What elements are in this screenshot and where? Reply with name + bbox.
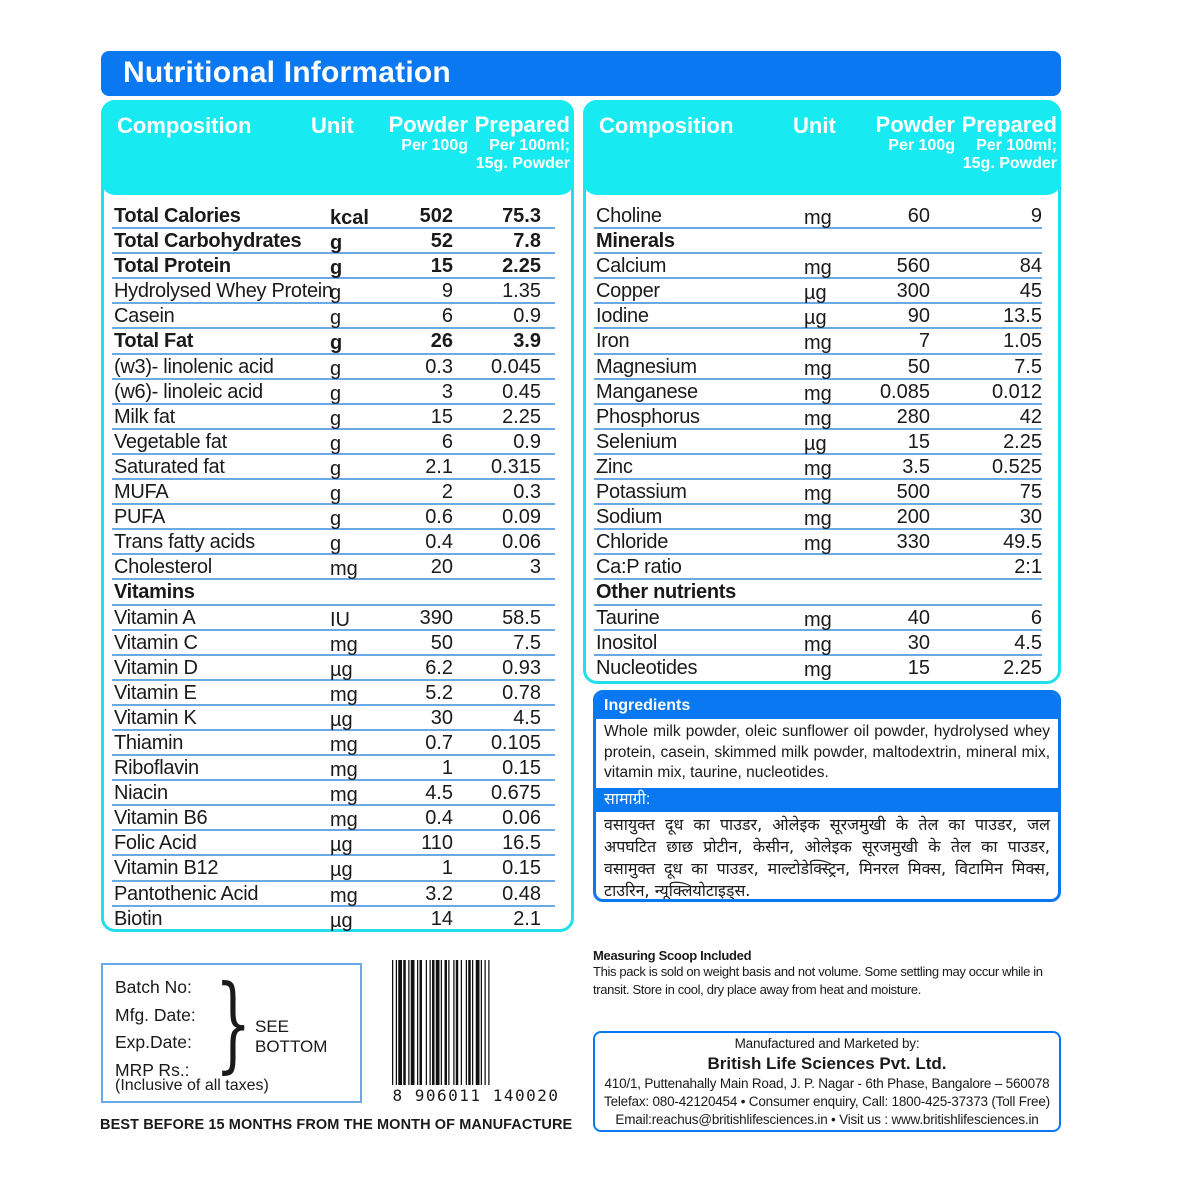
nutrient-name: Chloride — [596, 531, 669, 554]
prepared-value: 4.5 — [1014, 631, 1042, 654]
powder-value: 3.5 — [902, 455, 930, 478]
ingredients-heading: Ingredients — [596, 693, 1058, 719]
barcode — [390, 960, 560, 1105]
table-row — [112, 656, 555, 681]
prepared-value: 0.3 — [513, 481, 541, 504]
header-prepared: Prepared Per 100ml; 15g. Powder — [474, 112, 570, 172]
prepared-value: 30 — [1019, 506, 1042, 529]
mfg-date-label: Mfg. Date: — [115, 1004, 196, 1025]
tax-note: (Inclusive of all taxes) — [115, 1077, 269, 1094]
nutrient-name: Minerals — [596, 230, 675, 253]
nutrient-name: Total Carbohydrates — [114, 230, 302, 253]
nutrient-name: PUFA — [114, 506, 166, 529]
prepared-value: 2.25 — [1003, 656, 1042, 679]
prepared-value: 45 — [1019, 280, 1042, 303]
nutrient-unit: µg — [804, 282, 827, 305]
prepared-value: 0.9 — [513, 305, 541, 328]
ingredients-box — [593, 690, 1061, 902]
powder-value: 15 — [430, 405, 453, 428]
table-row — [112, 355, 555, 380]
table-row — [112, 731, 555, 756]
table-header — [583, 100, 1061, 195]
nutrient-name: Taurine — [596, 606, 660, 629]
nutrient-name: Pantothenic Acid — [114, 882, 259, 905]
nutrient-name: Selenium — [596, 430, 677, 453]
prepared-value: 49.5 — [1003, 531, 1042, 554]
nutrient-unit: mg — [804, 257, 832, 280]
nutrient-name: Phosphorus — [596, 405, 700, 428]
nutrient-name: Iodine — [596, 305, 649, 328]
powder-value: 26 — [430, 330, 453, 353]
mrp-label: MRP Rs.: — [115, 1059, 190, 1080]
nutrient-unit: mg — [330, 759, 358, 782]
manufacturer-contact: Telefax: 080-42120454 • Consumer enquiry, Call: 1800-425-37373 (Toll Free) — [604, 1094, 1050, 1109]
nutrient-unit: µg — [804, 307, 827, 330]
nutrient-unit: mg — [804, 633, 832, 656]
batch-info-box — [101, 963, 362, 1103]
nutrient-unit: g — [330, 533, 342, 556]
prepared-value: 2:1 — [1014, 556, 1042, 579]
table-row — [112, 455, 555, 480]
table-row — [594, 455, 1042, 480]
header-composition: Composition — [117, 113, 252, 138]
powder-value: 3 — [441, 380, 453, 403]
table-row — [594, 380, 1042, 405]
scoop-text: This pack is sold on weight basis and not volume. Some settling may occur while in transit. Store in cool, dry place away from heat and moisture. — [593, 964, 1043, 997]
nutrient-name: Trans fatty acids — [114, 531, 255, 554]
table-row — [112, 204, 555, 229]
barcode-icon — [390, 960, 560, 1085]
powder-value: 1 — [441, 757, 453, 780]
manufacturer-web: Email:reachus@britishlifesciences.in • Visit us : www.britishlifesciences.in — [615, 1112, 1039, 1127]
header-prepared: Prepared Per 100ml; 15g. Powder — [961, 112, 1057, 172]
table-row — [594, 279, 1042, 304]
table-row — [112, 530, 555, 555]
table-row — [112, 304, 555, 329]
nutrient-unit: mg — [804, 533, 832, 556]
prepared-value: 0.675 — [490, 782, 541, 805]
prepared-value: 0.48 — [502, 882, 541, 905]
nutrient-unit: µg — [330, 708, 353, 731]
nutrient-name: Potassium — [596, 481, 687, 504]
nutrient-name: (w6)- linoleic acid — [114, 380, 263, 403]
powder-value: 14 — [430, 907, 453, 930]
nutrient-name: Choline — [596, 205, 662, 227]
title-bar — [101, 51, 1061, 96]
nutrient-name: Vitamin C — [114, 631, 198, 654]
nutrient-name: (w3)- linolenic acid — [114, 355, 274, 378]
nutrition-table-left — [101, 100, 574, 932]
prepared-value: 42 — [1019, 405, 1042, 428]
prepared-value: 4.5 — [513, 706, 541, 729]
prepared-value: 7.8 — [513, 230, 541, 253]
prepared-value: 3.9 — [513, 330, 541, 353]
nutrient-unit: µg — [330, 834, 353, 857]
prepared-value: 2.25 — [502, 255, 541, 278]
prepared-value: 0.93 — [502, 656, 541, 679]
nutrient-unit: mg — [804, 483, 832, 506]
header-composition: Composition — [599, 113, 734, 138]
nutrient-name: Copper — [596, 280, 660, 303]
scoop-note — [593, 948, 1065, 999]
prepared-value: 3 — [529, 556, 541, 579]
prepared-value: 0.45 — [502, 380, 541, 403]
table-row — [112, 606, 555, 631]
table-row — [112, 279, 555, 304]
powder-value: 50 — [907, 355, 930, 378]
manufacturer-box — [593, 1031, 1061, 1132]
nutrient-name: Riboflavin — [114, 757, 199, 780]
powder-value: 500 — [896, 481, 930, 504]
nutrient-unit: mg — [330, 884, 358, 907]
nutrient-unit: g — [330, 232, 343, 255]
manufacturer-label: Manufactured and Marketed by: — [734, 1036, 920, 1051]
prepared-value: 0.06 — [502, 531, 541, 554]
powder-value: 20 — [430, 556, 453, 579]
prepared-value: 1.05 — [1003, 330, 1042, 353]
powder-value: 2.1 — [425, 455, 453, 478]
powder-value: 200 — [896, 506, 930, 529]
powder-value: 7 — [918, 330, 930, 353]
prepared-value: 7.5 — [1014, 355, 1042, 378]
nutrient-name: Other nutrients — [596, 581, 736, 604]
nutrient-name: Cholesterol — [114, 556, 212, 579]
prepared-value: 13.5 — [1003, 305, 1042, 328]
table-row — [112, 706, 555, 731]
nutrient-name: Nucleotides — [596, 656, 698, 679]
powder-value: 300 — [896, 280, 930, 303]
prepared-value: 2.1 — [513, 907, 541, 930]
nutrient-unit: g — [330, 282, 342, 305]
prepared-value: 2.25 — [502, 405, 541, 428]
nutrient-unit: g — [330, 307, 342, 330]
powder-value: 0.4 — [425, 807, 453, 830]
table-row — [594, 254, 1042, 279]
table-row — [112, 430, 555, 455]
powder-value: 50 — [430, 631, 453, 654]
prepared-value: 0.15 — [502, 857, 541, 880]
powder-value: 5.2 — [425, 681, 453, 704]
table-row — [112, 505, 555, 530]
table-row — [594, 656, 1042, 681]
prepared-value: 84 — [1019, 255, 1042, 278]
prepared-value: 0.09 — [502, 506, 541, 529]
table-row — [112, 831, 555, 856]
nutrient-name: Vitamin B12 — [114, 857, 219, 880]
powder-value: 1 — [441, 857, 453, 880]
nutrient-unit: g — [330, 407, 342, 430]
table-row — [594, 631, 1042, 656]
see-bottom-text: SEE BOTTOM — [255, 1017, 328, 1056]
nutrient-name: Casein — [114, 305, 175, 328]
nutrient-unit: g — [330, 483, 342, 506]
prepared-value: 16.5 — [502, 832, 541, 855]
curly-brace-icon: } — [215, 962, 252, 1084]
batch-no-label: Batch No: — [115, 977, 192, 997]
ingredients-hindi-text: वसायुक्त दूध का पाउडर, ओलेइक सूरजमुखी के तेल का पाउडर, जल अपघटित छाछ प्रोटीन, केसीन, ओलेइक सूरजमुखी के तेल का पाउडर, वसामुक्त दूध का पाउडर, माल्टोडेक्स्ट्रिन, मिनरल मिक्स, विटामिन मिक्स, टाउरिन, न्यूक्लियोटाइड्स. — [604, 815, 1050, 900]
nutrient-unit: mg — [330, 683, 358, 706]
nutrient-unit: mg — [804, 457, 832, 480]
nutrient-name: Inositol — [596, 631, 657, 654]
prepared-value: 7.5 — [513, 631, 541, 654]
table-row — [112, 781, 555, 806]
table-row — [112, 480, 555, 505]
nutrient-unit: mg — [804, 332, 832, 355]
powder-value: 110 — [421, 832, 453, 855]
nutrient-name: Vegetable fat — [114, 430, 227, 453]
nutrient-unit: mg — [330, 558, 358, 581]
nutrition-table-right — [583, 100, 1061, 684]
nutrient-unit: mg — [804, 658, 832, 681]
nutrient-name: Iron — [596, 330, 630, 353]
nutrient-unit: mg — [804, 608, 832, 631]
page-title: Nutritional Information — [123, 56, 451, 89]
nutrient-unit: mg — [804, 357, 832, 380]
table-row — [112, 555, 555, 580]
powder-value: 0.3 — [425, 355, 453, 378]
nutrient-unit: mg — [330, 784, 358, 807]
table-row — [594, 555, 1042, 580]
powder-value: 6 — [441, 305, 453, 328]
nutrient-unit: mg — [330, 633, 358, 656]
ingredients-hindi-heading: सामाग्री: — [596, 788, 1058, 812]
right-rows — [594, 204, 1042, 681]
nutrient-name: Vitamin A — [114, 606, 196, 629]
table-row — [594, 304, 1042, 329]
powder-value: 30 — [430, 706, 453, 729]
table-row — [112, 329, 555, 354]
table-row — [594, 204, 1042, 229]
powder-value: 52 — [430, 230, 453, 253]
powder-value: 30 — [907, 631, 930, 654]
prepared-value: 6 — [1030, 606, 1042, 629]
powder-value: 3.2 — [425, 882, 453, 905]
nutrient-name: Ca:P ratio — [596, 556, 682, 579]
nutrient-unit: µg — [330, 909, 353, 932]
table-row — [112, 856, 555, 881]
nutrient-unit: mg — [804, 382, 832, 405]
nutrient-name: Folic Acid — [114, 832, 197, 855]
nutrient-name: Milk fat — [114, 405, 175, 428]
nutrient-name: Vitamin B6 — [114, 807, 208, 830]
nutrient-unit: g — [330, 332, 343, 355]
powder-value: 90 — [907, 305, 930, 328]
table-row — [594, 480, 1042, 505]
table-row — [112, 681, 555, 706]
best-before-text: BEST BEFORE 15 MONTHS FROM THE MONTH OF MANUFACTURE — [100, 1117, 573, 1133]
ingredients-text: Whole milk powder, oleic sunflower oil powder, hydrolysed whey protein, casein, skimmed milk powder, maltodextrin, mineral mix, vitamin mix, taurine, nucleotides. — [604, 723, 1050, 781]
nutrient-unit: µg — [804, 432, 827, 455]
batch-labels — [115, 974, 196, 1084]
section-heading — [594, 229, 1042, 254]
table-row — [112, 756, 555, 781]
scoop-title: Measuring Scoop Included — [593, 948, 752, 963]
powder-value: 15 — [430, 255, 453, 278]
powder-value: 15 — [907, 430, 930, 453]
prepared-value: 0.9 — [513, 430, 541, 453]
nutrient-unit: g — [330, 432, 342, 455]
nutrient-unit: g — [330, 382, 342, 405]
powder-value: 6.2 — [425, 656, 453, 679]
nutrient-unit: mg — [330, 809, 358, 832]
prepared-value: 0.06 — [502, 807, 541, 830]
nutrient-name: Vitamin E — [114, 681, 197, 704]
nutrient-name: Total Fat — [114, 330, 194, 353]
manufacturer-address: 410/1, Puttenahally Main Road, J. P. Nagar - 6th Phase, Bangalore – 560078 — [604, 1076, 1050, 1091]
table-row — [112, 405, 555, 430]
nutrient-unit: mg — [330, 733, 358, 756]
nutrient-name: MUFA — [114, 481, 169, 504]
nutrient-unit: g — [330, 357, 342, 380]
nutrient-unit: g — [330, 257, 343, 280]
nutrient-unit: kcal — [330, 207, 369, 229]
powder-value: 2 — [441, 481, 453, 504]
header-powder: Powder Per 100g — [875, 112, 955, 154]
nutrient-name: Vitamin K — [114, 706, 197, 729]
nutrient-unit: µg — [330, 658, 353, 681]
table-row — [594, 505, 1042, 530]
nutrient-name: Vitamins — [114, 581, 195, 604]
powder-value: 330 — [896, 531, 930, 554]
prepared-value: 1.35 — [502, 280, 541, 303]
nutrient-name: Total Calories — [114, 205, 241, 227]
prepared-value: 0.105 — [490, 731, 541, 754]
prepared-value: 0.15 — [502, 757, 541, 780]
section-heading — [112, 580, 555, 605]
powder-value: 390 — [419, 606, 453, 629]
nutrient-unit: mg — [804, 407, 832, 430]
prepared-value: 0.525 — [991, 455, 1042, 478]
nutrient-name: Zinc — [596, 455, 633, 478]
exp-date-label: Exp.Date: — [115, 1032, 192, 1052]
left-rows — [112, 204, 555, 932]
prepared-value: 9 — [1030, 205, 1042, 227]
nutrient-name: Manganese — [596, 380, 698, 403]
nutrient-name: Calcium — [596, 255, 667, 278]
nutrient-name: Total Protein — [114, 255, 231, 278]
table-row — [112, 907, 555, 932]
powder-value: 9 — [441, 280, 453, 303]
nutrient-name: Saturated fat — [114, 455, 225, 478]
nutrient-name: Hydrolysed Whey Protein — [114, 280, 333, 303]
table-row — [112, 229, 555, 254]
prepared-value: 0.012 — [991, 380, 1042, 403]
table-row — [112, 254, 555, 279]
nutrient-unit: mg — [804, 508, 832, 531]
table-row — [594, 530, 1042, 555]
table-row — [594, 430, 1042, 455]
nutrient-name: Sodium — [596, 506, 663, 529]
table-header — [101, 100, 574, 195]
prepared-value: 75.3 — [502, 205, 541, 227]
powder-value: 280 — [896, 405, 930, 428]
powder-value: 6 — [441, 430, 453, 453]
powder-value: 40 — [907, 606, 930, 629]
nutrient-name: Vitamin D — [114, 656, 198, 679]
prepared-value: 0.315 — [490, 455, 541, 478]
nutrient-name: Magnesium — [596, 355, 697, 378]
header-unit: Unit — [793, 113, 836, 138]
table-row — [112, 806, 555, 831]
table-row — [594, 329, 1042, 354]
table-row — [112, 882, 555, 907]
powder-value: 0.6 — [425, 506, 453, 529]
manufacturer-company: British Life Sciences Pvt. Ltd. — [707, 1054, 947, 1073]
table-row — [112, 380, 555, 405]
table-row — [112, 631, 555, 656]
header-powder: Powder Per 100g — [388, 112, 468, 154]
powder-value: 4.5 — [425, 782, 453, 805]
powder-value: 0.4 — [425, 531, 453, 554]
powder-value: 60 — [907, 205, 930, 227]
table-row — [594, 355, 1042, 380]
nutrient-unit: µg — [330, 859, 353, 882]
section-heading — [594, 580, 1042, 605]
nutrient-name: Niacin — [114, 782, 168, 805]
nutrient-unit: mg — [804, 207, 832, 229]
powder-value: 560 — [896, 255, 930, 278]
prepared-value: 0.78 — [502, 681, 541, 704]
powder-value: 0.085 — [879, 380, 930, 403]
barcode-number: 8 906011 140020 — [390, 1086, 562, 1105]
powder-value: 502 — [419, 205, 453, 227]
nutrient-name: Biotin — [114, 907, 163, 930]
powder-value: 15 — [907, 656, 930, 679]
nutrient-unit: g — [330, 457, 342, 480]
prepared-value: 2.25 — [1003, 430, 1042, 453]
prepared-value: 58.5 — [502, 606, 541, 629]
powder-value: 0.7 — [425, 731, 453, 754]
prepared-value: 0.045 — [490, 355, 541, 378]
table-row — [594, 606, 1042, 631]
nutrient-name: Thiamin — [114, 731, 184, 754]
table-row — [594, 405, 1042, 430]
nutrient-unit: g — [330, 508, 342, 531]
nutrient-unit: IU — [330, 608, 350, 631]
prepared-value: 75 — [1019, 481, 1042, 504]
header-unit: Unit — [311, 113, 354, 138]
